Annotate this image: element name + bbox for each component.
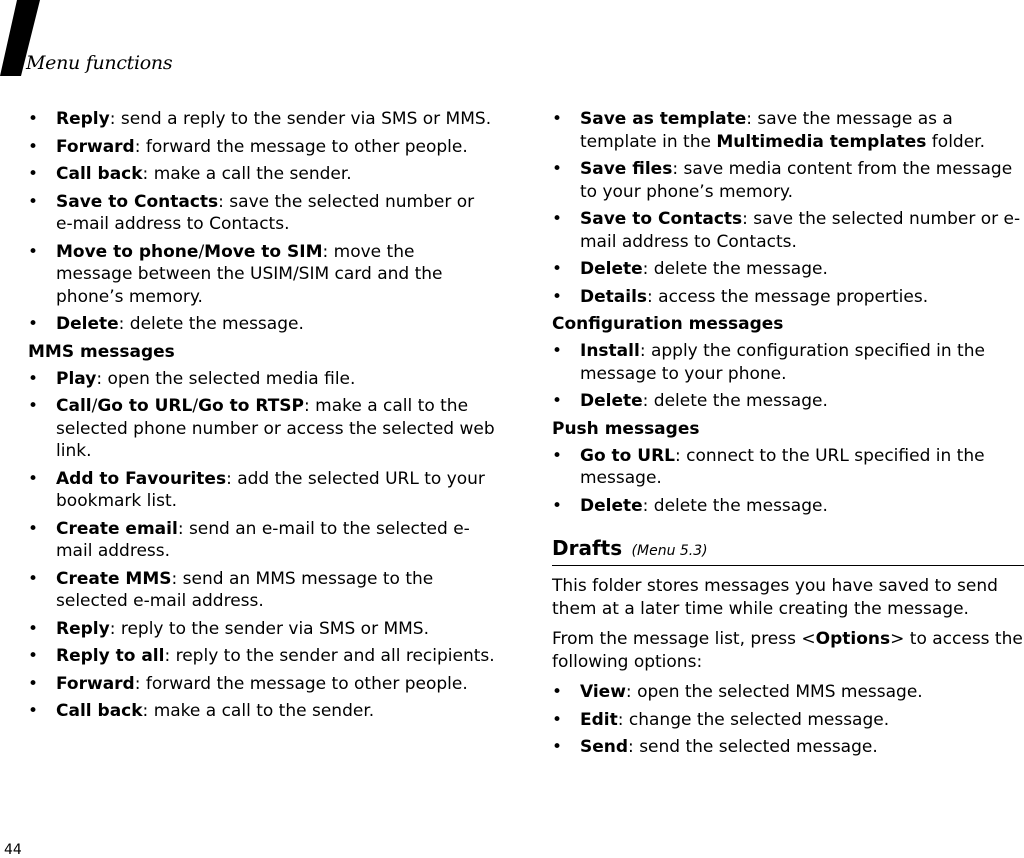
item-term: Delete [580, 391, 643, 411]
item-description: save the selected number or e-mail address to Contacts. [56, 191, 475, 234]
item-separator: : [642, 391, 654, 411]
item-separator: / [91, 396, 98, 416]
item-description: send an e-mail to the selected e-mail address. [56, 518, 470, 561]
item-term: Delete [580, 495, 643, 516]
item-description: forward the message to other people. [145, 673, 468, 694]
item-separator: : [164, 646, 176, 666]
drafts-menu-ref: (Menu 5.3) [631, 543, 708, 559]
list-item [552, 709, 1024, 732]
item-separator: : [109, 618, 121, 639]
push-options-list [552, 445, 1024, 518]
list-item [28, 136, 496, 159]
right-list-a [552, 108, 1024, 308]
item-separator: : [109, 109, 121, 129]
item-description: send a reply to the sender via SMS or MMS. [120, 109, 492, 129]
item-term: Reply [56, 109, 110, 129]
list-item [28, 518, 496, 563]
item-description: delete the message. [653, 495, 828, 516]
page-number: 44 [4, 842, 22, 858]
item-term: Multimedia templates [716, 131, 927, 152]
item-description: reply to the sender and all recipients. [175, 646, 495, 666]
list-item [552, 208, 1024, 253]
mms-options-list [28, 368, 496, 723]
list-item [28, 568, 496, 613]
item-separator: : [625, 682, 638, 702]
item-separator: : [642, 495, 654, 516]
list-item [28, 645, 496, 668]
item-separator: : [746, 109, 758, 129]
item-separator: : [96, 368, 108, 389]
configuration-messages-heading: Configuration messages [552, 314, 784, 334]
item-term: Add to Favourites [56, 468, 227, 489]
item-separator: : [177, 518, 189, 539]
item-term: Delete [56, 314, 119, 334]
list-item [552, 390, 1024, 413]
drafts-options-list [552, 681, 1024, 759]
item-separator: : [675, 445, 687, 466]
item-separator: / [198, 241, 205, 262]
item-term: Forward [56, 136, 135, 157]
item-term: Play [56, 368, 97, 389]
item-separator: : [304, 396, 316, 416]
item-description: send an MMS message to the selected e-mail address. [56, 568, 434, 611]
item-separator: : [142, 701, 154, 721]
item-description: open the selected media file. [107, 368, 356, 389]
item-description: connect to the URL specified in the message. [580, 445, 985, 488]
item-description: save media content from the message to your phone’s memory. [580, 159, 1013, 202]
item-description: apply the configuration specified in the message to your phone. [580, 341, 985, 384]
drafts-title: Drafts [552, 536, 623, 560]
item-description: access the message properties. [658, 286, 929, 307]
item-term: Details [580, 286, 648, 307]
list-item [552, 445, 1024, 490]
item-separator: : [322, 241, 334, 262]
item-description: open the selected MMS message. [637, 682, 923, 702]
list-item [552, 495, 1024, 518]
item-term: Save to Contacts [580, 209, 743, 229]
item-description: move the message between the USIM/SIM card and the phone’s memory. [56, 241, 443, 307]
item-description: make a call to the sender. [153, 701, 375, 721]
drafts-instructions-post: > to access the following options: [552, 629, 1023, 672]
item-term: Send [580, 737, 629, 757]
item-term: Call back [56, 164, 143, 184]
list-item [552, 340, 1024, 385]
item-term: Go to URL [580, 445, 676, 466]
item-term: Go to URL [97, 396, 193, 416]
item-separator: : [171, 568, 183, 589]
list-item [552, 158, 1024, 203]
list-item [28, 673, 496, 696]
item-term: Call back [56, 701, 143, 721]
item-separator: : [142, 164, 154, 184]
configuration-options-list [552, 340, 1024, 413]
drafts-section-heading [552, 536, 1024, 566]
list-item [28, 313, 496, 336]
item-description: make a call to the selected phone number or access the selected web link. [56, 396, 495, 461]
item-description: change the selected message. [628, 709, 890, 730]
list-item [552, 736, 1024, 759]
item-term: Create MMS [56, 568, 172, 589]
right-column [552, 108, 1024, 764]
push-messages-heading: Push messages [552, 418, 700, 439]
list-item [28, 468, 496, 513]
item-separator: : [118, 314, 130, 334]
item-term: Move to phone [56, 241, 199, 262]
list-item [28, 618, 496, 641]
list-item [552, 681, 1024, 704]
item-separator: : [647, 286, 659, 307]
item-description: delete the message. [653, 259, 828, 279]
item-description: save the selected number or e-mail address to Contacts. [580, 209, 1021, 252]
item-separator: : [134, 136, 146, 157]
options-key-label: Options [815, 629, 891, 649]
item-separator: : [628, 737, 640, 757]
item-description: folder. [926, 131, 986, 152]
item-description: delete the message. [129, 314, 304, 334]
item-description: send the selected message. [639, 737, 878, 757]
item-term: Reply [56, 618, 110, 639]
mms-messages-heading: MMS messages [28, 341, 175, 362]
list-item [552, 258, 1024, 281]
item-term: Install [580, 341, 640, 361]
drafts-description: This folder stores messages you have saved to send them at a later time while creating the message. [552, 576, 998, 619]
item-description: make a call the sender. [153, 164, 352, 184]
item-separator: : [218, 191, 230, 212]
item-term: Delete [580, 259, 643, 279]
item-description: add the selected URL to your bookmark list. [56, 468, 485, 511]
item-description: save the message as a template in the [580, 109, 953, 152]
item-term: Edit [580, 709, 618, 730]
list-item [28, 163, 496, 186]
item-description: delete the message. [653, 391, 828, 411]
item-term: Reply to all [56, 646, 165, 666]
list-item [552, 286, 1024, 309]
item-separator: / [192, 396, 199, 416]
list-item [28, 241, 496, 309]
item-term: Save files [580, 159, 673, 179]
item-separator: : [639, 341, 651, 361]
item-separator: : [226, 468, 238, 489]
item-separator: : [134, 673, 146, 694]
item-term: Save as template [580, 109, 747, 129]
drafts-instructions-pre: From the message list, press < [552, 629, 816, 649]
item-description: forward the message to other people. [145, 136, 468, 157]
item-term: Move to SIM [204, 241, 323, 262]
item-term: Call [56, 396, 92, 416]
list-item [28, 700, 496, 723]
item-separator: : [642, 259, 654, 279]
drafts-instructions [552, 628, 1024, 673]
item-separator: : [617, 709, 629, 730]
list-item [28, 191, 496, 236]
item-term: Create email [56, 518, 178, 539]
item-term: Go to RTSP [198, 396, 304, 416]
item-term: View [580, 682, 626, 702]
item-term: Forward [56, 673, 135, 694]
item-term: Save to Contacts [56, 191, 219, 212]
list-item [28, 395, 496, 463]
header-title: Menu functions [26, 52, 173, 74]
item-separator: : [672, 159, 684, 179]
left-list-a [28, 108, 496, 336]
item-description: reply to the sender via SMS or MMS. [120, 618, 429, 639]
list-item [28, 108, 496, 131]
list-item [28, 368, 496, 391]
list-item [552, 108, 1024, 153]
left-column [28, 108, 496, 728]
item-separator: : [742, 209, 754, 229]
